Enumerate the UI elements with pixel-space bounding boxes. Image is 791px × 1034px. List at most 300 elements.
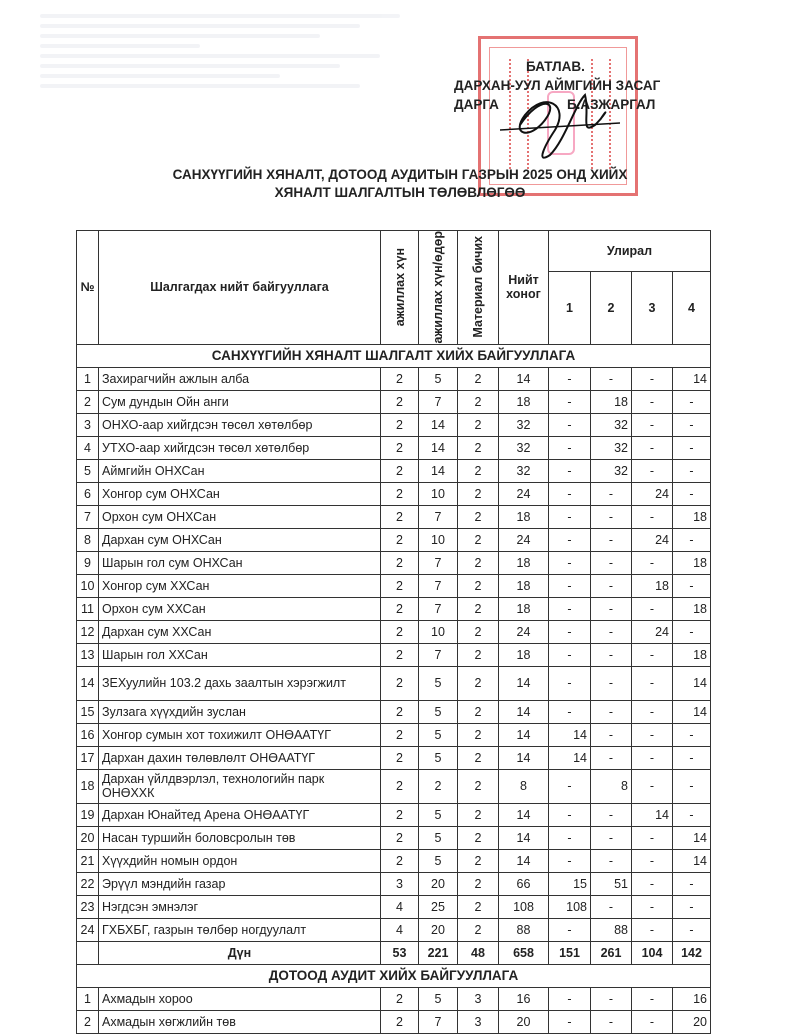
cell-q3: - [632, 987, 673, 1010]
cell-q1: - [549, 528, 591, 551]
cell-days: 14 [419, 459, 458, 482]
table-row [77, 551, 711, 574]
cell-q4: - [673, 436, 711, 459]
table-row [77, 803, 711, 826]
cell-q3: 24 [632, 620, 673, 643]
cell-org: Хонгор сумын хот тохижилт ОНӨААТҮГ [99, 723, 381, 746]
cell-days: 7 [419, 1010, 458, 1033]
cell-q2: - [591, 746, 632, 769]
cell-q2: 8 [591, 769, 632, 803]
cell-total: 18 [499, 505, 549, 528]
cell-q2: - [591, 895, 632, 918]
cell-q4: 14 [673, 367, 711, 390]
cell-no: 22 [77, 872, 99, 895]
cell-q2: - [591, 551, 632, 574]
cell-material: 2 [458, 746, 499, 769]
cell-org: Насан туршийн боловсролын төв [99, 826, 381, 849]
cell-org: Орхон сум ХХСан [99, 597, 381, 620]
cell-total: 18 [499, 643, 549, 666]
cell-q4: 20 [673, 1010, 711, 1033]
cell-q4: 18 [673, 505, 711, 528]
header-no: № [77, 231, 99, 345]
approver-name: Б.АЗЖАРГАЛ [566, 97, 656, 112]
cell-people: 2 [381, 620, 419, 643]
cell-people: 2 [381, 1010, 419, 1033]
cell-no: 5 [77, 459, 99, 482]
cell-org: Хүүхдийн номын ордон [99, 849, 381, 872]
total-q4: 142 [673, 941, 711, 964]
cell-people: 2 [381, 551, 419, 574]
cell-days: 14 [419, 413, 458, 436]
cell-days: 7 [419, 597, 458, 620]
cell-people: 2 [381, 723, 419, 746]
cell-no: 3 [77, 413, 99, 436]
cell-q3: - [632, 666, 673, 700]
cell-total: 24 [499, 482, 549, 505]
cell-material: 2 [458, 872, 499, 895]
total-days: 221 [419, 941, 458, 964]
table-row [77, 413, 711, 436]
cell-total: 32 [499, 459, 549, 482]
cell-people: 2 [381, 987, 419, 1010]
cell-q2: - [591, 482, 632, 505]
cell-no: 11 [77, 597, 99, 620]
cell-q1: - [549, 620, 591, 643]
cell-days: 7 [419, 505, 458, 528]
cell-q4: - [673, 390, 711, 413]
cell-q4: - [673, 723, 711, 746]
cell-total: 24 [499, 528, 549, 551]
cell-q3: - [632, 872, 673, 895]
table-row [77, 643, 711, 666]
cell-org: Аймгийн ОНХСан [99, 459, 381, 482]
cell-q2: - [591, 528, 632, 551]
cell-q3: - [632, 849, 673, 872]
cell-q1: - [549, 482, 591, 505]
cell-total: 88 [499, 918, 549, 941]
cell-total: 14 [499, 826, 549, 849]
header-q2: 2 [591, 271, 632, 344]
header-q4: 4 [673, 271, 711, 344]
cell-q4: - [673, 459, 711, 482]
cell-q1: - [549, 574, 591, 597]
cell-material: 3 [458, 1010, 499, 1033]
cell-material: 2 [458, 700, 499, 723]
cell-q4: - [673, 769, 711, 803]
cell-q3: - [632, 826, 673, 849]
cell-total: 32 [499, 413, 549, 436]
cell-q4: - [673, 895, 711, 918]
approved-label: БАТЛАВ. [526, 59, 585, 74]
cell-org: Орхон сум ОНХСан [99, 505, 381, 528]
total-row [77, 941, 711, 964]
cell-q4: 18 [673, 597, 711, 620]
cell-q2: - [591, 505, 632, 528]
table-row [77, 746, 711, 769]
section-internal-audit: ДОТООД АУДИТ ХИЙХ БАЙГУУЛЛАГА [77, 964, 711, 987]
header-quarter: Улирал [549, 231, 711, 272]
table-row [77, 826, 711, 849]
cell-total: 14 [499, 367, 549, 390]
cell-org: УТХО-аар хийгдсэн төсөл хөтөлбөр [99, 436, 381, 459]
cell-no: 23 [77, 895, 99, 918]
cell-q3: - [632, 746, 673, 769]
cell-q4: - [673, 872, 711, 895]
cell-q3: - [632, 413, 673, 436]
cell-q2: - [591, 597, 632, 620]
cell-no: 1 [77, 367, 99, 390]
total-q2: 261 [591, 941, 632, 964]
cell-total: 32 [499, 436, 549, 459]
cell-org: Дархан үйлдвэрлэл, технологийн парк ОНӨХХК [99, 769, 381, 803]
cell-no: 13 [77, 643, 99, 666]
cell-q1: - [549, 803, 591, 826]
cell-q1: - [549, 459, 591, 482]
approver-position-cont: ДАРГА [454, 97, 499, 112]
header-total-days: Нийт хоног [499, 231, 549, 345]
cell-q3: - [632, 918, 673, 941]
cell-q3: - [632, 436, 673, 459]
cell-q1: 14 [549, 723, 591, 746]
cell-days: 5 [419, 803, 458, 826]
table-row [77, 574, 711, 597]
cell-no: 14 [77, 666, 99, 700]
cell-no: 1 [77, 987, 99, 1010]
cell-days: 5 [419, 849, 458, 872]
header-q1: 1 [549, 271, 591, 344]
cell-people: 2 [381, 849, 419, 872]
cell-material: 2 [458, 413, 499, 436]
cell-no: 19 [77, 803, 99, 826]
cell-q3: - [632, 551, 673, 574]
cell-q2: - [591, 620, 632, 643]
cell-q3: - [632, 1010, 673, 1033]
cell-no: 20 [77, 826, 99, 849]
cell-people: 2 [381, 803, 419, 826]
header-q3: 3 [632, 271, 673, 344]
cell-no: 24 [77, 918, 99, 941]
cell-q4: 14 [673, 666, 711, 700]
cell-material: 2 [458, 436, 499, 459]
cell-q1: - [549, 918, 591, 941]
cell-org: Захирагчийн ажлын алба [99, 367, 381, 390]
cell-material: 2 [458, 597, 499, 620]
cell-total: 108 [499, 895, 549, 918]
cell-q3: - [632, 723, 673, 746]
cell-days: 7 [419, 643, 458, 666]
cell-org: Шарын гол сум ОНХСан [99, 551, 381, 574]
header-material: Материал бичих [458, 231, 499, 345]
total-q1: 151 [549, 941, 591, 964]
cell-q1: - [549, 769, 591, 803]
cell-q4: - [673, 482, 711, 505]
cell-q3: - [632, 459, 673, 482]
cell-material: 2 [458, 551, 499, 574]
cell-days: 5 [419, 746, 458, 769]
total-total: 658 [499, 941, 549, 964]
document-title [150, 166, 650, 202]
cell-q3: - [632, 643, 673, 666]
cell-q2: 51 [591, 872, 632, 895]
cell-q4: - [673, 918, 711, 941]
cell-people: 2 [381, 746, 419, 769]
cell-org: Дархан сум ХХСан [99, 620, 381, 643]
cell-q1: - [549, 666, 591, 700]
cell-q1: - [549, 826, 591, 849]
cell-days: 5 [419, 723, 458, 746]
cell-people: 2 [381, 505, 419, 528]
cell-q1: - [549, 436, 591, 459]
cell-total: 18 [499, 551, 549, 574]
cell-days: 14 [419, 436, 458, 459]
cell-q3: - [632, 505, 673, 528]
cell-no: 18 [77, 769, 99, 803]
cell-people: 2 [381, 459, 419, 482]
cell-material: 2 [458, 849, 499, 872]
cell-total: 18 [499, 597, 549, 620]
cell-q3: 18 [632, 574, 673, 597]
table-row [77, 505, 711, 528]
cell-org: Ахмадын хороо [99, 987, 381, 1010]
total-label: Дүн [99, 941, 381, 964]
cell-q3: - [632, 390, 673, 413]
table-row [77, 482, 711, 505]
cell-total: 66 [499, 872, 549, 895]
cell-no: 4 [77, 436, 99, 459]
cell-material: 2 [458, 895, 499, 918]
cell-q1: 14 [549, 746, 591, 769]
cell-q4: 18 [673, 643, 711, 666]
cell-q4: - [673, 803, 711, 826]
cell-q4: - [673, 574, 711, 597]
cell-people: 2 [381, 528, 419, 551]
cell-org: Дархан Юнайтед Арена ОНӨААТҮГ [99, 803, 381, 826]
cell-q2: - [591, 803, 632, 826]
paper-show-through [40, 8, 440, 148]
cell-q1: - [549, 1010, 591, 1033]
cell-q2: - [591, 723, 632, 746]
cell-material: 2 [458, 482, 499, 505]
cell-q1: 108 [549, 895, 591, 918]
table-row [77, 436, 711, 459]
cell-people: 2 [381, 666, 419, 700]
cell-org: ОНХО-аар хийгдсэн төсөл хөтөлбөр [99, 413, 381, 436]
cell-material: 2 [458, 574, 499, 597]
cell-q3: 24 [632, 528, 673, 551]
cell-total: 24 [499, 620, 549, 643]
title-line-2: ХЯНАЛТ ШАЛГАЛТЫН ТӨЛӨВЛӨГӨӨ [274, 185, 526, 200]
header-people: ажиллах хүн [381, 231, 419, 345]
cell-total: 18 [499, 574, 549, 597]
table-row [77, 390, 711, 413]
cell-material: 2 [458, 803, 499, 826]
cell-people: 2 [381, 574, 419, 597]
cell-org: Ахмадын хөгжлийн төв [99, 1010, 381, 1033]
cell-total: 14 [499, 746, 549, 769]
cell-material: 2 [458, 723, 499, 746]
cell-total: 14 [499, 849, 549, 872]
cell-days: 20 [419, 918, 458, 941]
header-organization: Шалгагдах нийт байгууллага [99, 231, 381, 345]
cell-people: 2 [381, 436, 419, 459]
table-row [77, 459, 711, 482]
cell-days: 20 [419, 872, 458, 895]
cell-q1: - [549, 367, 591, 390]
cell-days: 25 [419, 895, 458, 918]
table-row [77, 1010, 711, 1033]
cell-q1: - [549, 505, 591, 528]
cell-material: 2 [458, 666, 499, 700]
cell-people: 2 [381, 826, 419, 849]
cell-org: Хонгор сум ОНХСан [99, 482, 381, 505]
cell-q3: - [632, 769, 673, 803]
cell-days: 7 [419, 551, 458, 574]
cell-q4: - [673, 620, 711, 643]
cell-days: 2 [419, 769, 458, 803]
handwritten-signature [500, 85, 620, 175]
cell-total: 20 [499, 1010, 549, 1033]
cell-q2: - [591, 987, 632, 1010]
cell-no: 9 [77, 551, 99, 574]
cell-material: 2 [458, 918, 499, 941]
table-row [77, 987, 711, 1010]
cell-org: Нэгдсэн эмнэлэг [99, 895, 381, 918]
cell-people: 2 [381, 413, 419, 436]
table-row [77, 872, 711, 895]
cell-q4: - [673, 528, 711, 551]
cell-q3: 24 [632, 482, 673, 505]
cell-no: 10 [77, 574, 99, 597]
cell-people: 4 [381, 918, 419, 941]
cell-org: Дархан дахин төлөвлөлт ОНӨААТҮГ [99, 746, 381, 769]
cell-days: 5 [419, 987, 458, 1010]
cell-q2: 32 [591, 436, 632, 459]
cell-material: 2 [458, 505, 499, 528]
total-no-cell [77, 941, 99, 964]
cell-q2: 88 [591, 918, 632, 941]
cell-q2: - [591, 700, 632, 723]
cell-material: 2 [458, 826, 499, 849]
cell-q2: 18 [591, 390, 632, 413]
cell-no: 6 [77, 482, 99, 505]
cell-q2: 32 [591, 459, 632, 482]
cell-q1: - [549, 390, 591, 413]
cell-q2: - [591, 643, 632, 666]
cell-org: Зулзага хүүхдийн зуслан [99, 700, 381, 723]
cell-no: 16 [77, 723, 99, 746]
table-row [77, 918, 711, 941]
cell-q1: - [549, 551, 591, 574]
cell-q4: 16 [673, 987, 711, 1010]
total-q3: 104 [632, 941, 673, 964]
cell-no: 7 [77, 505, 99, 528]
table-row [77, 849, 711, 872]
approver-position: ДАРХАН-УУЛ АЙМГИЙН ЗАСАГ [454, 78, 661, 93]
cell-q3: - [632, 367, 673, 390]
inspection-plan-table [76, 230, 711, 1034]
cell-org: Хонгор сум ХХСан [99, 574, 381, 597]
cell-org: ГХБХБГ, газрын төлбөр ногдуулалт [99, 918, 381, 941]
cell-org: Шарын гол ХХСан [99, 643, 381, 666]
cell-people: 2 [381, 367, 419, 390]
cell-days: 5 [419, 367, 458, 390]
cell-q3: - [632, 597, 673, 620]
cell-q2: - [591, 666, 632, 700]
section-financial-inspection: САНХҮҮГИЙН ХЯНАЛТ ШАЛГАЛТ ХИЙХ БАЙГУУЛЛАГА [77, 344, 711, 367]
cell-q1: - [549, 643, 591, 666]
cell-days: 10 [419, 528, 458, 551]
cell-days: 7 [419, 390, 458, 413]
cell-no: 8 [77, 528, 99, 551]
cell-q4: - [673, 746, 711, 769]
table-row [77, 700, 711, 723]
cell-q2: - [591, 574, 632, 597]
cell-people: 4 [381, 895, 419, 918]
cell-material: 2 [458, 459, 499, 482]
cell-material: 2 [458, 390, 499, 413]
cell-no: 15 [77, 700, 99, 723]
cell-org: Сум дундын Ойн анги [99, 390, 381, 413]
cell-q4: 14 [673, 826, 711, 849]
cell-days: 5 [419, 700, 458, 723]
cell-people: 2 [381, 482, 419, 505]
table-row [77, 895, 711, 918]
cell-no: 17 [77, 746, 99, 769]
cell-material: 2 [458, 769, 499, 803]
cell-days: 10 [419, 620, 458, 643]
cell-org: Дархан сум ОНХСан [99, 528, 381, 551]
table-row [77, 769, 711, 803]
cell-people: 2 [381, 597, 419, 620]
cell-q1: - [549, 849, 591, 872]
table-row [77, 597, 711, 620]
cell-total: 14 [499, 803, 549, 826]
cell-q2: - [591, 367, 632, 390]
cell-total: 8 [499, 769, 549, 803]
cell-q2: - [591, 826, 632, 849]
header-person-days: ажиллах хүн/өдөр [419, 231, 458, 345]
total-material: 48 [458, 941, 499, 964]
table-row [77, 367, 711, 390]
cell-material: 2 [458, 528, 499, 551]
cell-q2: 32 [591, 413, 632, 436]
cell-org: ЗЕХуулийн 103.2 дахь заалтын хэрэгжилт [99, 666, 381, 700]
cell-no: 21 [77, 849, 99, 872]
cell-total: 14 [499, 700, 549, 723]
cell-q4: 14 [673, 849, 711, 872]
cell-people: 3 [381, 872, 419, 895]
cell-q1: - [549, 987, 591, 1010]
cell-material: 2 [458, 643, 499, 666]
cell-people: 2 [381, 700, 419, 723]
cell-days: 7 [419, 574, 458, 597]
cell-q1: - [549, 413, 591, 436]
title-line-1: САНХҮҮГИЙН ХЯНАЛТ, ДОТООД АУДИТЫН ГАЗРЫН 2025 ОНД ХИЙХ [172, 167, 628, 182]
total-people: 53 [381, 941, 419, 964]
cell-material: 3 [458, 987, 499, 1010]
cell-q3: 14 [632, 803, 673, 826]
table-row [77, 666, 711, 700]
cell-q2: - [591, 1010, 632, 1033]
cell-org: Эрүүл мэндийн газар [99, 872, 381, 895]
cell-total: 16 [499, 987, 549, 1010]
cell-days: 10 [419, 482, 458, 505]
cell-total: 18 [499, 390, 549, 413]
cell-q4: 14 [673, 700, 711, 723]
cell-material: 2 [458, 620, 499, 643]
cell-q1: - [549, 700, 591, 723]
cell-q3: - [632, 700, 673, 723]
